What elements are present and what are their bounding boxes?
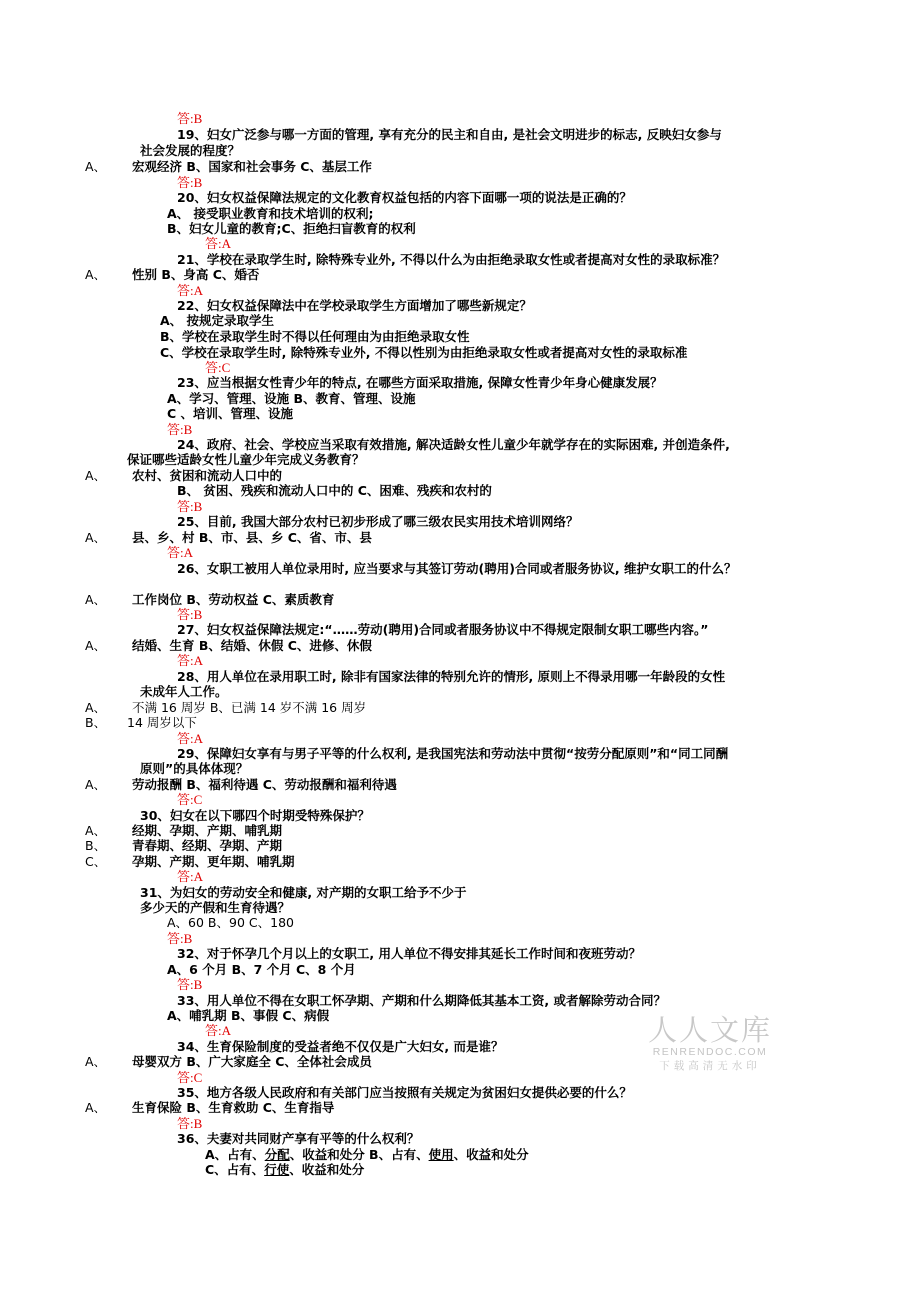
option-label: A、 [85,823,107,838]
question-35: 35、地方各级人民政府和有关部门应当按照有关规定为贫困妇女提供必要的什么？ [177,1085,632,1100]
underlined-term: 行使 [264,1162,290,1177]
question-34: 34、生育保险制度的受益者绝不仅仅是广大妇女, 而是谁？ [177,1039,504,1054]
option-20a: A、 接受职业教育和技术培训的权利; [167,206,374,221]
option-label: A、 [85,530,107,545]
question-28: 28、用人单位在录用职工时, 除非有国家法律的特别允许的情形, 原则上不得录用哪一年龄段的女性 [177,669,726,684]
options-26: 工作岗位 B、劳动权益 C、素质教育 [132,592,335,607]
answer-31: 答:B [167,931,193,946]
option-24a: 农村、贫困和流动人口中的 [132,468,283,483]
question-27: 27、妇女权益保障法规定:“……劳动(聘用)合同或者服务协议中不得规定限制女职工哪些内容。” [177,622,709,637]
question-29: 29、保障妇女享有与男子平等的什么权利, 是我国宪法和劳动法中贯彻“按劳分配原则”和“同工同酬 [177,746,729,761]
question-31-cont: 多少天的产假和生育待遇？ [140,900,291,915]
option-30a: 经期、孕期、产期、哺乳期 [132,823,283,838]
option-text: 、收益和处分 B、占有、 [289,1147,429,1162]
question-33: 33、用人单位不得在女职工怀孕期、产期和什么期降低其基本工资, 或者解除劳动合同？ [177,993,666,1008]
question-31: 31、为妇女的劳动安全和健康, 对产期的女职工给予不少于 [140,885,467,900]
options-32: A、6 个月 B、7 个月 C、8 个月 [167,962,356,977]
options-19: 宏观经济 B、国家和社会事务 C、基层工作 [132,159,372,174]
option-30c: 孕期、产期、更年期、哺乳期 [132,854,295,869]
answer-34: 答:C [177,1070,203,1085]
question-24: 24、政府、社会、学校应当采取有效措施, 解决适龄女性儿童少年就学存在的实际困难, 并创造条件, [177,437,730,452]
answer-35: 答:B [177,1116,203,1131]
option-30b: 青春期、经期、孕期、产期 [132,838,283,853]
answer-29: 答:C [177,792,203,807]
option-text: 、收益和处分 [289,1162,365,1177]
option-label: A、 [85,700,107,715]
question-20: 20、妇女权益保障法规定的文化教育权益包括的内容下面哪一项的说法是正确的？ [177,190,632,205]
question-29-cont: 原则”的具体体现？ [140,761,249,776]
option-label: A、 [85,267,107,282]
options-36ab [205,1147,529,1162]
answer-21: 答:A [177,283,204,298]
option-20bc: B、妇女儿童的教育;C、拒绝扫盲教育的权利 [167,221,416,236]
answer-22: 答:C [205,360,231,375]
question-36: 36、夫妻对共同财产享有平等的什么权利？ [177,1131,420,1146]
question-25: 25、目前, 我国大部分农村已初步形成了哪三级农民实用技术培训网络？ [177,514,579,529]
options-36c [205,1162,364,1177]
options-28ab: 不满 16 周岁 B、已满 14 岁不满 16 周岁 [132,700,367,715]
option-label: A、 [85,1100,107,1115]
answer-24: 答:B [177,499,203,514]
option-22b: B、学校在录取学生时不得以任何理由为由拒绝录取女性 [160,329,470,344]
question-23: 23、应当根据女性青少年的特点, 在哪些方面采取措施, 保障女性青少年身心健康发展？ [177,375,663,390]
answer-26: 答:B [177,607,203,622]
option-label: B、 [85,715,107,730]
question-22: 22、妇女权益保障法中在学校录取学生方面增加了哪些新规定？ [177,298,532,313]
option-22a: A、 按规定录取学生 [160,313,275,328]
option-label: A、 [85,638,107,653]
option-text: 、收益和处分 [453,1147,529,1162]
answer-28: 答:A [177,731,204,746]
question-32: 32、对于怀孕几个月以上的女职工, 用人单位不得安排其延长工作时间和夜班劳动？ [177,946,641,961]
question-30: 30、妇女在以下哪四个时期受特殊保护？ [140,808,370,823]
option-24bc: B、 贫困、残疾和流动人口中的 C、困难、残疾和农村的 [177,483,492,498]
answer-19b: 答:B [177,175,203,190]
watermark-title: 人人文库 [647,1013,772,1047]
options-34: 母婴双方 B、广大家庭全 C、全体社会成员 [132,1054,372,1069]
answer-32: 答:B [177,977,203,992]
option-28c: 14 周岁以下 [127,715,197,730]
option-label: A、 [85,777,107,792]
watermark-domain: RENRENDOC.COM [652,1046,768,1058]
options-35: 生育保险 B、生育救助 C、生育指导 [132,1100,335,1115]
question-19-cont: 社会发展的程度？ [140,143,241,158]
answer-19: 答:B [177,111,203,126]
underlined-term: 分配 [264,1147,290,1162]
answer-27: 答:A [177,653,204,668]
option-label: A、 [85,468,107,483]
answer-30: 答:A [177,869,204,884]
option-label: B、 [85,838,107,853]
question-28-cont: 未成年人工作。 [140,684,228,699]
options-29: 劳动报酬 B、福利待遇 C、劳动报酬和福利待遇 [132,777,397,792]
options-33: A、哺乳期 B、事假 C、病假 [167,1008,330,1023]
underlined-term: 使用 [428,1147,454,1162]
question-19: 19、妇女广泛参与哪一方面的管理, 享有充分的民主和自由, 是社会文明进步的标志, 反映妇女参与 [177,127,722,142]
option-label: A、 [85,159,107,174]
options-27: 结婚、生育 B、结婚、休假 C、进修、休假 [132,638,372,653]
option-label: A、 [85,1054,107,1069]
question-24-cont: 保证哪些适龄女性儿童少年完成义务教育？ [127,452,365,467]
option-22c: C、学校在录取学生时, 除特殊专业外, 不得以性别为由拒绝录取女性或者提高对女性的录取标准 [160,345,688,360]
answer-33: 答:A [205,1023,232,1038]
option-text: C、占有、 [205,1162,265,1177]
option-label: A、 [85,592,107,607]
answer-20: 答:A [205,236,232,251]
options-25: 县、乡、村 B、市、县、乡 C、省、市、县 [132,530,372,545]
option-23c: C 、培训、管理、设施 [167,406,294,421]
watermark [645,1014,775,1074]
answer-25: 答:A [167,545,194,560]
question-21: 21、学校在录取学生时, 除特殊专业外, 不得以什么为由拒绝录取女性或者提高对女性的录取标准？ [177,252,726,267]
option-label: C、 [85,854,107,869]
answer-23: 答:B [167,422,193,437]
options-21: 性别 B、身高 C、婚否 [132,267,260,282]
question-26: 26、女职工被用人单位录用时, 应当要求与其签订劳动(聘用)合同或者服务协议, 维护女职工的什么？ [177,561,737,576]
option-23ab: A、学习、管理、设施 B、教育、管理、设施 [167,391,416,406]
watermark-subtitle: 下载高清无水印 [659,1060,761,1072]
option-text: A、占有、 [205,1147,265,1162]
options-31: A、60 B、90 C、180 [167,915,294,930]
